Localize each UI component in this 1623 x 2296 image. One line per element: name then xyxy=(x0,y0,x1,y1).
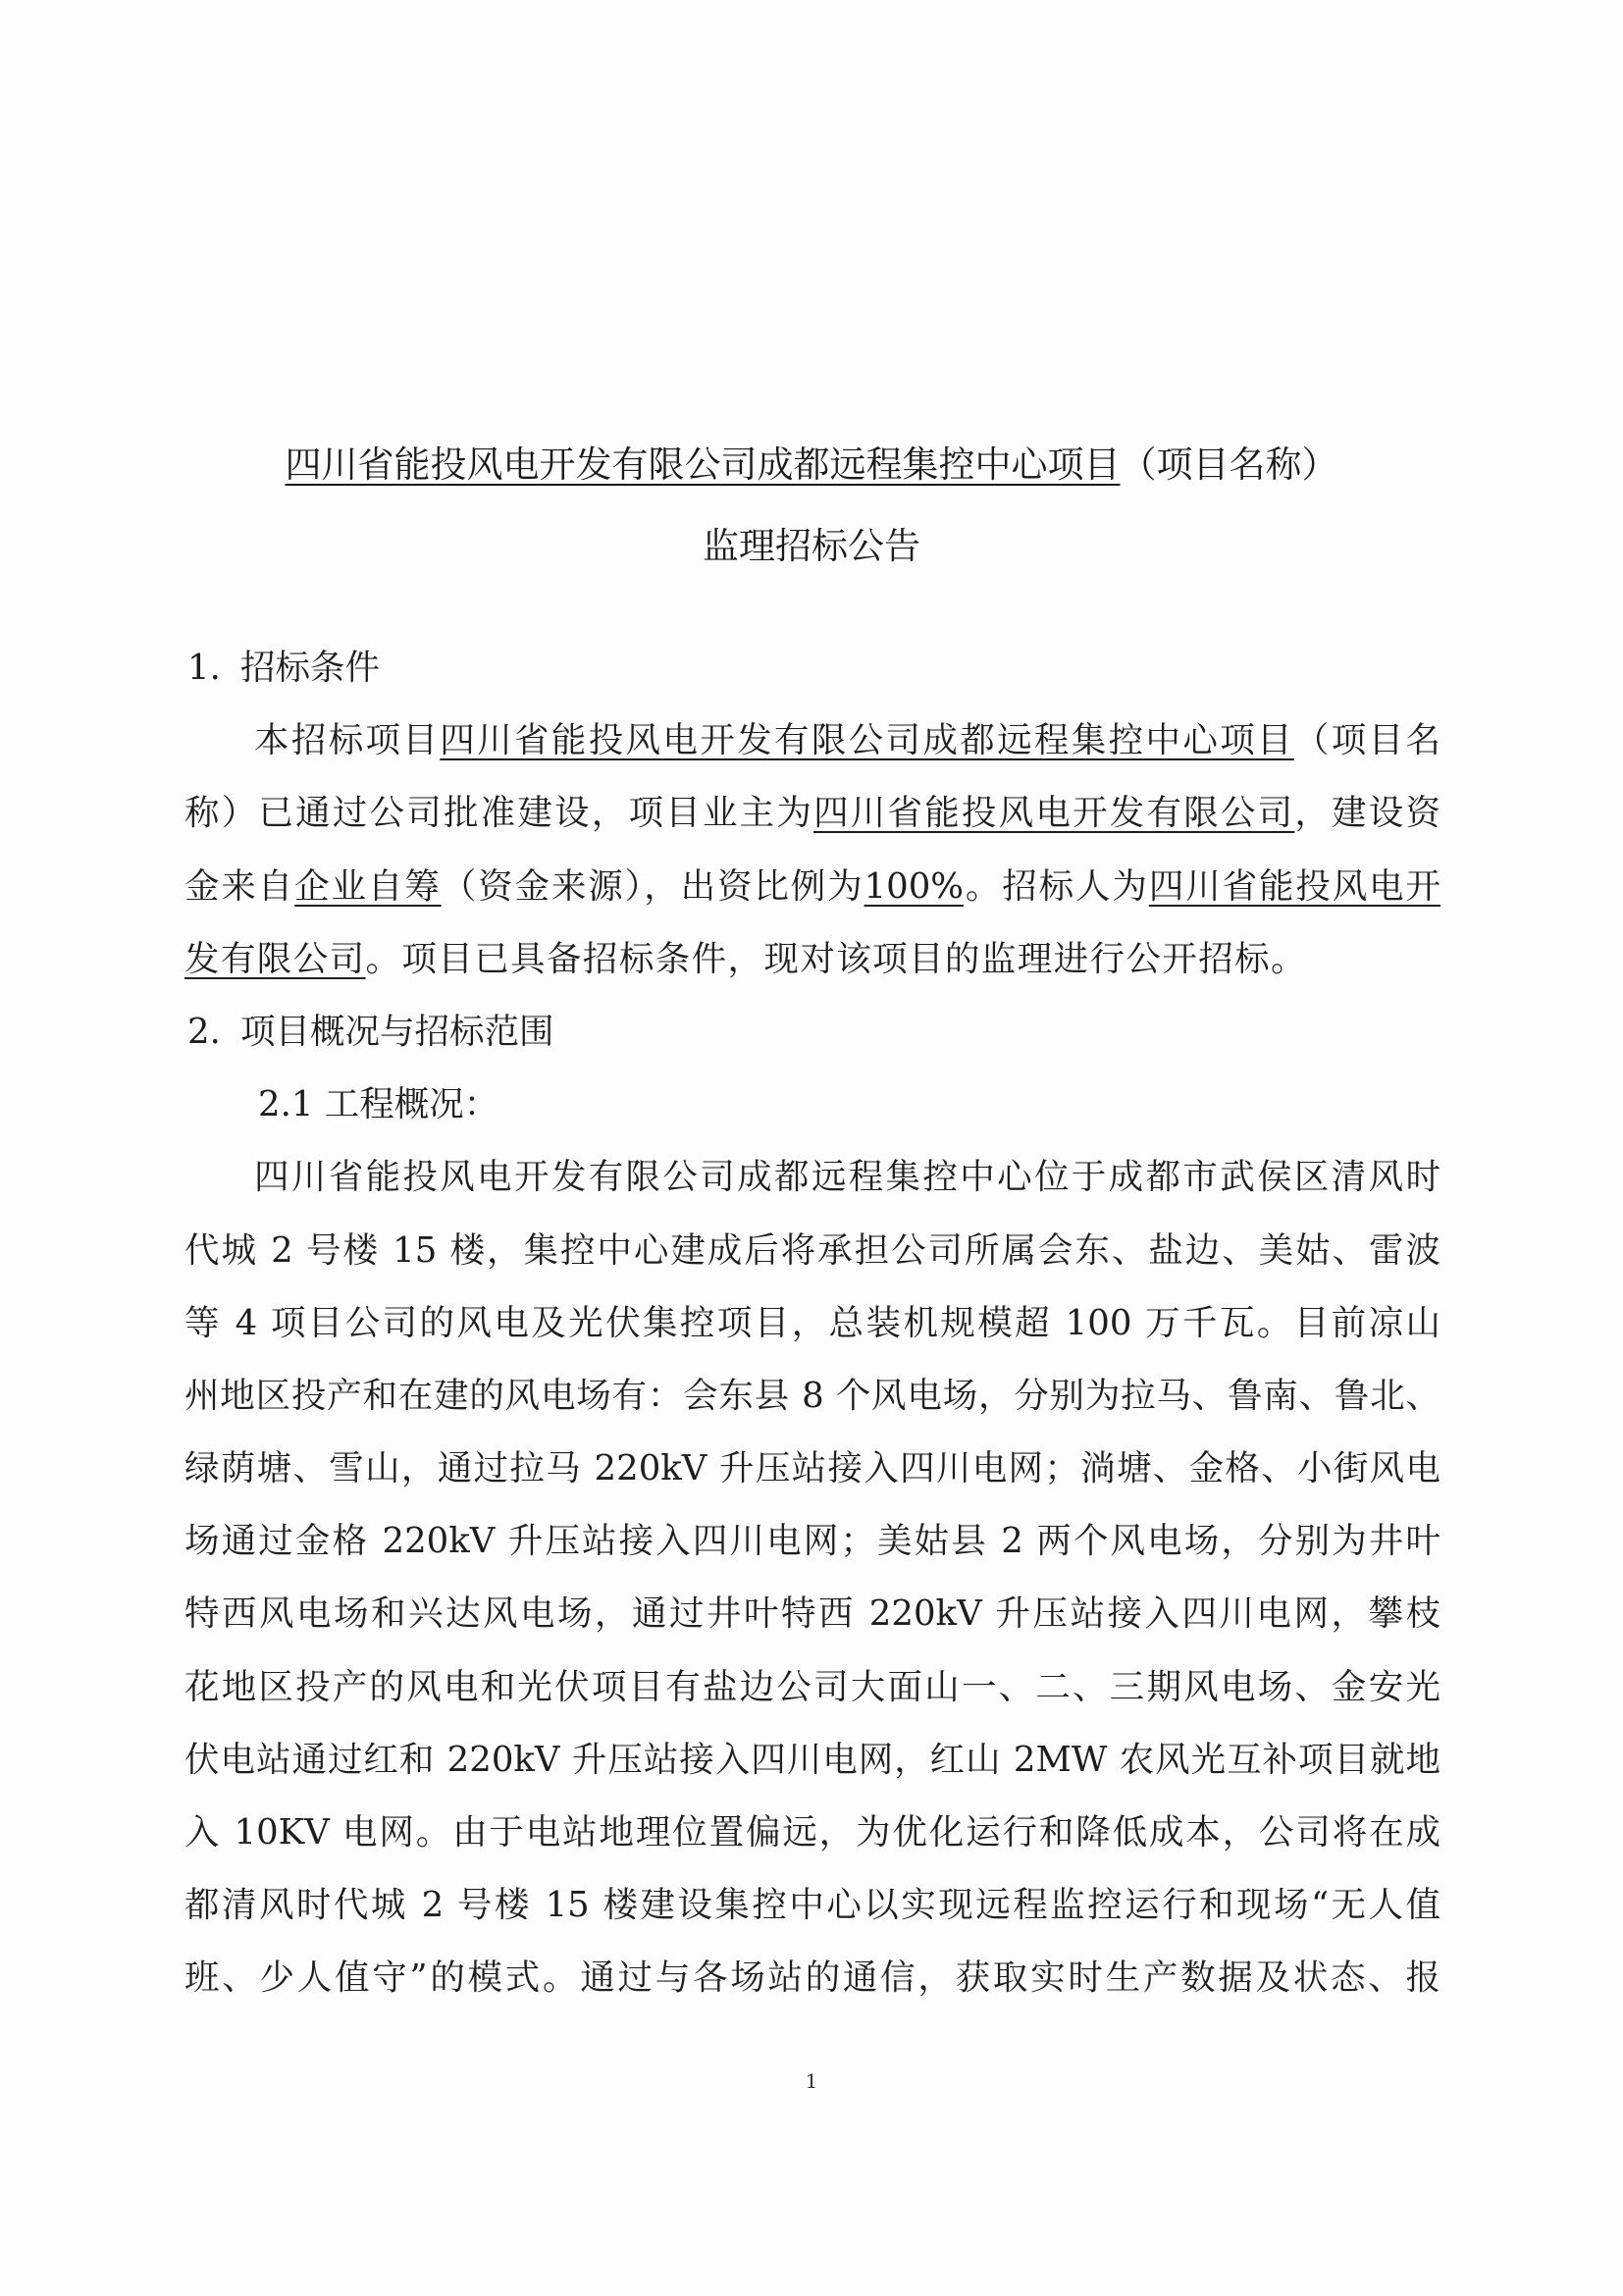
text-segment: 金来自 xyxy=(184,865,295,907)
section-2-line-9: 伏电站通过红和 220kV 升压站接入四川电网，红山 2MW 农风光互补项目就地 xyxy=(184,1739,1440,1780)
title-project-name: 四川省能投风电开发有限公司成都远程集控中心项目 xyxy=(285,444,1121,486)
section-1-number: 1. xyxy=(187,648,221,688)
section-2-number: 2. xyxy=(187,1011,221,1052)
section-2-heading xyxy=(184,996,1440,1069)
filled-field-tenderer-continued: 发有限公司 xyxy=(184,938,366,979)
section-2-line-5: 绿荫塘、雪山，通过拉马 220kV 升压站接入四川电网；淌塘、金格、小街风电 xyxy=(184,1448,1440,1489)
section-2-line-7: 特西风电场和兴达风电场，通过井叶特西 220kV 升压站接入四川电网，攀枝 xyxy=(184,1593,1440,1635)
section-1-line-3 xyxy=(184,851,1440,923)
section-1-title: 招标条件 xyxy=(240,648,381,688)
document-body xyxy=(184,632,1440,2015)
section-2-line-8: 花地区投产的风电和光伏项目有盐边公司大面山一、二、三期风电场、金安光 xyxy=(184,1666,1440,1707)
text-segment: ，建设资 xyxy=(1294,793,1440,834)
section-2-line-10: 入 10KV 电网。由于电站地理位置偏远，为优化运行和降低成本，公司将在成 xyxy=(184,1812,1440,1852)
section-2-line-4: 州地区投产和在建的风电场有：会东县 8 个风电场，分别为拉马、鲁南、鲁北、 xyxy=(184,1375,1440,1416)
filled-field-tenderer: 四川省能投风电开 xyxy=(1148,865,1440,907)
text-segment: 。招标人为 xyxy=(964,865,1149,907)
section-2-title: 项目概况与招标范围 xyxy=(240,1011,554,1052)
text-segment: 。项目已具备招标条件，现对该项目的监理进行公开招标。 xyxy=(365,938,1307,979)
filled-field-project-name: 四川省能投风电开发有限公司成都远程集控中心项目 xyxy=(440,720,1294,761)
text-segment: 称）已通过公司批准建设，项目业主为 xyxy=(184,793,814,834)
section-2-line-2: 代城 2 号楼 15 楼，集控中心建成后将承担公司所属会东、盐边、美姑、雷波 xyxy=(184,1229,1440,1271)
title-project-name-note: （项目名称） xyxy=(1120,444,1338,486)
section-1-heading xyxy=(184,632,1440,704)
text-segment: （项目名 xyxy=(1293,720,1440,761)
text-segment: （资金来源），出资比例为 xyxy=(441,865,864,907)
filled-field-project-owner: 四川省能投风电开发有限公司 xyxy=(813,793,1295,834)
filled-field-funding-ratio: 100% xyxy=(864,865,965,907)
section-1-line-4 xyxy=(184,923,1440,996)
document-title-line-1 xyxy=(0,441,1623,490)
section-2-line-11: 都清风时代城 2 号楼 15 楼建设集控中心以实现远程监控运行和现场“无人值 xyxy=(184,1885,1440,1926)
subsection-2-1-heading: 2.1 工程概况： xyxy=(258,1084,499,1125)
section-2-line-12: 班、少人值守”的模式。通过与各场站的通信，获取实时生产数据及状态、报 xyxy=(184,1957,1440,1999)
text-segment: 本招标项目 xyxy=(254,720,441,761)
section-2-line-1: 四川省能投风电开发有限公司成都远程集控中心位于成都市武侯区清风时 xyxy=(254,1157,1440,1198)
filled-field-funding-source: 企业自筹 xyxy=(294,865,442,907)
section-2-line-3: 等 4 项目公司的风电及光伏集控项目，总装机规模超 100 万千瓦。目前凉山 xyxy=(184,1302,1440,1343)
page-number: 1 xyxy=(805,2069,818,2093)
section-1-line-2 xyxy=(184,777,1440,850)
document-title-line-2: 监理招标公告 xyxy=(703,525,920,567)
section-1-line-1 xyxy=(184,704,1440,777)
section-2-line-6: 场通过金格 220kV 升压站接入四川电网；美姑县 2 两个风电场，分别为井叶 xyxy=(184,1521,1440,1562)
